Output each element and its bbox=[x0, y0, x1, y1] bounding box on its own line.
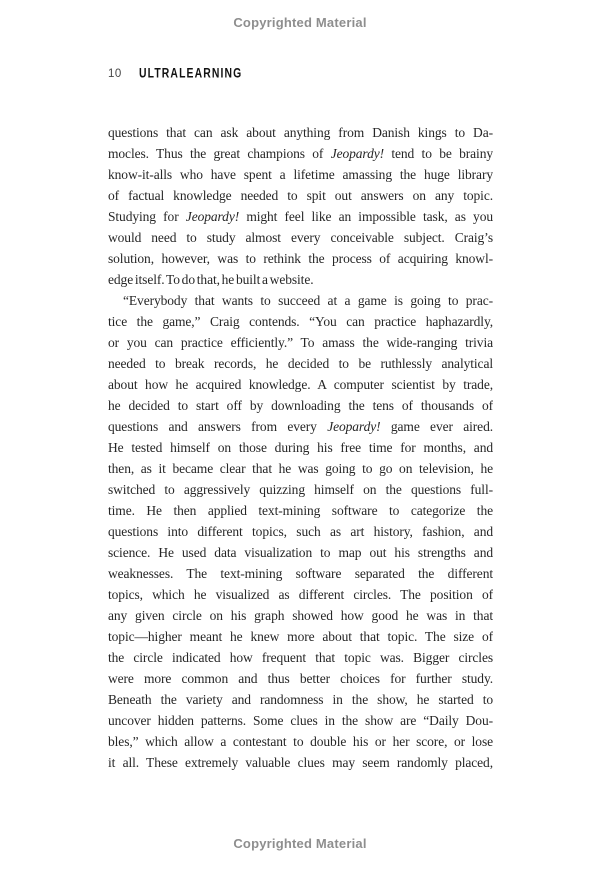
italic-text: Jeopardy! bbox=[327, 419, 381, 434]
text-segment: time. He then applied text-mining software to categorize the bbox=[108, 503, 493, 518]
text-line bbox=[108, 521, 493, 542]
text-segment: know-it-alls who have spent a lifetime amassing the huge library bbox=[108, 167, 493, 182]
running-header bbox=[108, 65, 268, 80]
text-segment: were more common and thus better choices for further study. bbox=[108, 671, 493, 686]
text-segment: might feel like an impossible task, as you bbox=[239, 209, 493, 224]
text-line bbox=[108, 584, 493, 605]
text-line bbox=[108, 332, 493, 353]
text-segment: questions and answers from every bbox=[108, 419, 328, 434]
text-segment: tend to be brainy bbox=[384, 146, 493, 161]
text-segment: of factual knowledge needed to spit out answers on any topic. bbox=[108, 188, 493, 203]
text-segment: weaknesses. The text-mining software separated the different bbox=[108, 566, 493, 581]
text-line bbox=[108, 479, 493, 500]
text-segment: “Everybody that wants to succeed at a game is going to prac- bbox=[123, 293, 493, 308]
text-segment: game ever aired. bbox=[380, 419, 493, 434]
text-segment: Studying for bbox=[108, 209, 186, 224]
text-line bbox=[108, 185, 493, 206]
text-line bbox=[108, 710, 493, 731]
text-line bbox=[108, 689, 493, 710]
text-line bbox=[108, 500, 493, 521]
text-segment: then, as it became clear that he was going to go on television, he bbox=[108, 461, 493, 476]
text-line bbox=[108, 437, 493, 458]
text-segment: uncover hidden patterns. Some clues in the show are “Daily Dou- bbox=[108, 713, 493, 728]
text-segment: or you can practice efficiently.” To amass the wide-ranging trivia bbox=[108, 335, 493, 350]
italic-text: Jeopardy! bbox=[330, 146, 385, 161]
text-line bbox=[108, 605, 493, 626]
text-line bbox=[108, 227, 493, 248]
text-segment: needed to break records, he decided to be ruthlessly analytical bbox=[108, 356, 493, 371]
text-line bbox=[108, 563, 493, 584]
text-line bbox=[108, 248, 493, 269]
text-line bbox=[108, 626, 493, 647]
text-segment: he decided to start off by downloading the tens of thousands of bbox=[108, 398, 493, 413]
text-segment: it all. These extremely valuable clues may seem randomly placed, bbox=[108, 755, 493, 770]
text-segment: any given circle on his graph showed how good he was in that bbox=[108, 608, 493, 623]
italic-text: Jeopardy! bbox=[185, 209, 240, 224]
text-segment: science. He used data visualization to map out his strengths and bbox=[108, 545, 493, 560]
text-segment: mocles. Thus the great champions of bbox=[108, 146, 331, 161]
text-segment: about how he acquired knowledge. A computer scientist by trade, bbox=[108, 377, 493, 392]
text-segment: topics, which he visualized as different circles. The position of bbox=[108, 587, 493, 602]
text-line bbox=[108, 752, 493, 773]
text-segment: tice the game,” Craig contends. “You can practice haphazardly, bbox=[108, 314, 493, 329]
text-segment: the circle indicated how frequent that topic was. Bigger circles bbox=[108, 650, 493, 665]
text-segment: topic—higher meant he knew more about that topic. The size of bbox=[108, 629, 493, 644]
page-body-text bbox=[108, 122, 493, 773]
text-segment: would need to study almost every conceivable subject. Craig’s bbox=[108, 230, 493, 245]
text-line bbox=[108, 731, 493, 752]
text-line bbox=[108, 122, 493, 143]
text-segment: questions into different topics, such as art history, fashion, and bbox=[108, 524, 493, 539]
text-line bbox=[108, 647, 493, 668]
text-line bbox=[108, 668, 493, 689]
text-segment: solution, however, was to rethink the process of acquiring knowl- bbox=[108, 251, 493, 266]
text-line bbox=[108, 395, 493, 416]
text-line bbox=[108, 542, 493, 563]
text-line bbox=[108, 206, 493, 227]
text-segment: edge itself. To do that, he built a website. bbox=[108, 272, 314, 287]
text-line bbox=[108, 269, 493, 290]
text-segment: switched to aggressively quizzing himself on the questions full- bbox=[108, 482, 493, 497]
text-segment: bles,” which allow a contestant to double his or her score, or lose bbox=[108, 734, 493, 749]
text-segment: Beneath the variety and randomness in the show, he started to bbox=[108, 692, 493, 707]
text-line bbox=[108, 290, 493, 311]
text-line bbox=[108, 416, 493, 437]
copyright-watermark-bottom: Copyrighted Material bbox=[233, 836, 367, 851]
book-title: ULTRALEARNING bbox=[138, 64, 243, 81]
text-line bbox=[108, 353, 493, 374]
text-line bbox=[108, 143, 493, 164]
text-line bbox=[108, 458, 493, 479]
text-line bbox=[108, 164, 493, 185]
text-line bbox=[108, 311, 493, 332]
text-line bbox=[108, 374, 493, 395]
text-segment: He tested himself on those during his free time for months, and bbox=[108, 440, 493, 455]
text-segment: questions that can ask about anything from Danish kings to Da- bbox=[108, 125, 493, 140]
copyright-watermark-top: Copyrighted Material bbox=[233, 15, 367, 30]
page-number: 10 bbox=[108, 68, 122, 80]
